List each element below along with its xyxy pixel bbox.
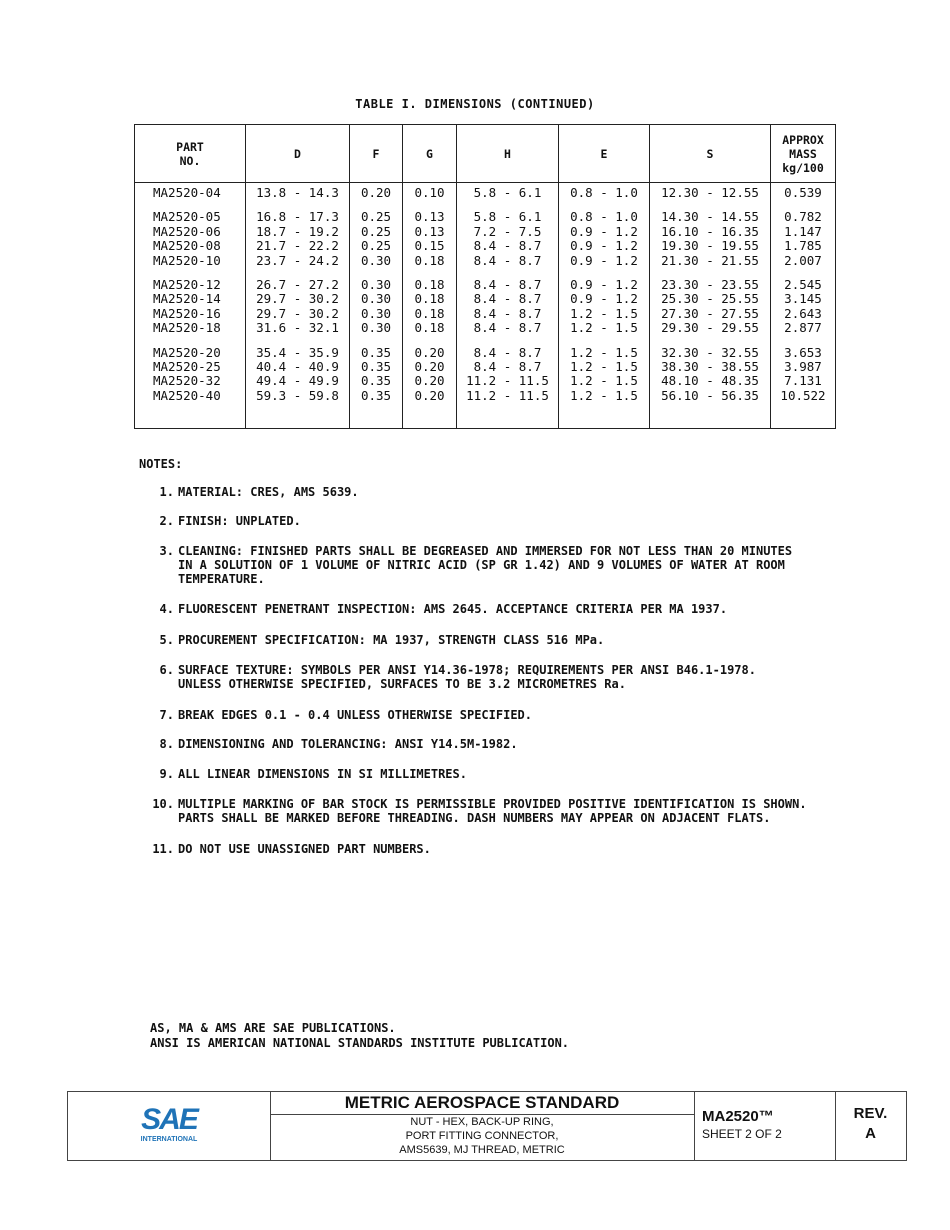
table-cell-f: 0.35 — [360, 387, 392, 403]
note-text — [178, 663, 848, 691]
note-text — [178, 797, 848, 825]
table-cell-mass: 2.877 — [784, 320, 822, 336]
table-cell-e: 0.9 - 1.2 — [570, 238, 638, 254]
table-cell-part: MA2520-08 — [153, 238, 221, 254]
table-cell-g: 0.18 — [414, 276, 445, 292]
header-f: F — [350, 125, 403, 183]
header-s: S — [650, 125, 771, 183]
table-cell-part: MA2520-18 — [153, 320, 221, 336]
table-cell-part: MA2520-12 — [153, 276, 221, 292]
note-text — [178, 633, 848, 647]
table-cell-d: 16.8 - 17.3 — [256, 209, 339, 225]
table-cell-f: 0.30 — [360, 252, 392, 268]
table-cell-g: 0.10 — [414, 185, 445, 200]
table-title: TABLE I. DIMENSIONS (CONTINUED) — [355, 97, 595, 111]
sae-logo-icon — [136, 1101, 202, 1145]
table-cell-e: 1.2 - 1.5 — [570, 305, 638, 321]
note-text — [178, 602, 848, 616]
header-d: D — [246, 125, 350, 183]
table-cell-h: 8.4 - 8.7 — [473, 305, 542, 321]
table-cell-s: 16.10 - 16.35 — [661, 223, 759, 239]
table-cell-d: 31.6 - 32.1 — [256, 320, 339, 336]
table-cell-h: 11.2 - 11.5 — [466, 387, 549, 403]
table-cell-part: MA2520-16 — [153, 305, 221, 321]
note-line: PARTS SHALL BE MARKED BEFORE THREADING. DASH NUMBERS MAY APPEAR ON ADJACENT FLATS. — [178, 811, 771, 825]
table-cell-d: 29.7 - 30.2 — [256, 305, 339, 321]
sheet-number: SHEET 2 OF 2 — [702, 1127, 782, 1141]
table-cell-g: 0.18 — [414, 305, 445, 321]
table-cell-g: 0.13 — [414, 223, 445, 239]
note-number: 7. — [159, 708, 174, 722]
note-line: TEMPERATURE. — [178, 572, 265, 586]
logo-cell — [68, 1092, 271, 1160]
note-line: SURFACE TEXTURE: SYMBOLS PER ANSI Y14.36-1978; REQUIREMENTS PER ANSI B46.1-1978. — [178, 663, 756, 677]
table-cell-s: 48.10 - 48.35 — [661, 373, 759, 389]
subtitle-line-3: AMS5639, MJ THREAD, METRIC — [399, 1144, 565, 1156]
table-cell-s: 21.30 - 21.55 — [661, 252, 759, 268]
notes-heading: NOTES: — [139, 457, 183, 471]
table-cell-h: 8.4 - 8.7 — [473, 320, 542, 336]
table-cell-s: 23.30 - 23.55 — [661, 276, 759, 292]
title-cell — [270, 1092, 695, 1160]
note-line: DIMENSIONING AND TOLERANCING: ANSI Y14.5M-1982. — [178, 737, 518, 751]
revision-value: A — [865, 1125, 876, 1142]
column-mass — [771, 183, 836, 429]
table-cell-mass: 2.643 — [784, 305, 822, 321]
table-cell-mass: 2.007 — [784, 252, 822, 268]
table-cell-e: 1.2 - 1.5 — [570, 387, 638, 403]
table-cell-d: 26.7 - 27.2 — [256, 276, 339, 292]
table-cell-g: 0.20 — [414, 344, 445, 360]
table-cell-e: 1.2 - 1.5 — [570, 320, 638, 336]
logo-text: SAE — [141, 1103, 197, 1136]
note-number: 2. — [159, 514, 174, 528]
table-cell-h: 8.4 - 8.7 — [473, 344, 542, 360]
table-cell-g: 0.15 — [414, 238, 445, 254]
table-cell-e: 1.2 - 1.5 — [570, 344, 638, 360]
header-mass-line2: MASS — [789, 146, 817, 161]
table-cell-e: 0.9 - 1.2 — [570, 291, 638, 307]
table-cell-f: 0.35 — [360, 358, 392, 374]
table-cell-s: 32.30 - 32.55 — [661, 344, 759, 360]
table-cell-d: 29.7 - 30.2 — [256, 291, 339, 307]
table-cell-h: 7.2 - 7.5 — [473, 223, 542, 239]
header-g: G — [403, 125, 457, 183]
note-number: 8. — [159, 737, 174, 751]
table-cell-d: 21.7 - 22.2 — [256, 238, 339, 254]
header-part-no-line2: NO. — [179, 153, 201, 168]
table-cell-f: 0.20 — [360, 185, 392, 200]
table-cell-part: MA2520-10 — [153, 252, 221, 268]
column-s — [650, 183, 771, 429]
publications-line-1: AS, MA & AMS ARE SAE PUBLICATIONS. — [150, 1021, 396, 1035]
subtitle-line-2: PORT FITTING CONNECTOR, — [405, 1130, 559, 1142]
table-cell-f: 0.30 — [360, 320, 392, 336]
table-cell-s: 12.30 - 12.55 — [661, 185, 759, 200]
column-e — [559, 183, 650, 429]
column-h — [457, 183, 559, 429]
note-line: MATERIAL: CRES, AMS 5639. — [178, 485, 359, 499]
table-cell-s: 56.10 - 56.35 — [661, 387, 759, 403]
table-cell-mass: 3.653 — [784, 344, 822, 360]
column-f — [350, 183, 403, 429]
note-line: BREAK EDGES 0.1 - 0.4 UNLESS OTHERWISE SPECIFIED. — [178, 708, 533, 722]
table-cell-mass: 10.522 — [780, 387, 826, 403]
table-cell-h: 11.2 - 11.5 — [466, 373, 549, 389]
table-cell-h: 8.4 - 8.7 — [473, 238, 542, 254]
table-cell-f: 0.35 — [360, 344, 392, 360]
note-line: IN A SOLUTION OF 1 VOLUME OF NITRIC ACID (SP GR 1.42) AND 9 VOLUMES OF WATER AT ROOM — [178, 558, 785, 572]
table-cell-part: MA2520-32 — [153, 373, 221, 389]
note-line: CLEANING: FINISHED PARTS SHALL BE DEGREASED AND IMMERSED FOR NOT LESS THAN 20 MINUTES — [178, 544, 793, 558]
table-cell-mass: 7.131 — [784, 373, 822, 389]
subtitle-line-1: NUT - HEX, BACK-UP RING, — [410, 1116, 554, 1128]
title-block — [67, 1091, 907, 1161]
table-body-row — [135, 183, 836, 429]
table-cell-h: 8.4 - 8.7 — [473, 358, 542, 374]
table-cell-mass: 1.147 — [784, 223, 822, 239]
revision-cell — [835, 1092, 906, 1160]
table-cell-g: 0.18 — [414, 320, 445, 336]
dimensions-table — [134, 124, 836, 429]
table-cell-e: 0.8 - 1.0 — [570, 185, 638, 200]
header-mass-line1: APPROX — [782, 132, 824, 147]
table-cell-s: 19.30 - 19.55 — [661, 238, 759, 254]
table-cell-s: 14.30 - 14.55 — [661, 209, 759, 225]
table-cell-s: 38.30 - 38.55 — [661, 358, 759, 374]
column-d — [246, 183, 350, 429]
table-cell-e: 0.9 - 1.2 — [570, 252, 638, 268]
note-number: 1. — [159, 485, 174, 499]
note-text — [178, 767, 848, 781]
table-cell-s: 29.30 - 29.55 — [661, 320, 759, 336]
note-number: 5. — [159, 633, 174, 647]
note-text — [178, 544, 848, 586]
table-cell-mass: 0.782 — [784, 209, 822, 225]
table-cell-h: 8.4 - 8.7 — [473, 291, 542, 307]
note-text — [178, 485, 848, 499]
note-line: MULTIPLE MARKING OF BAR STOCK IS PERMISSIBLE PROVIDED POSITIVE IDENTIFICATION IS SHOWN. — [178, 797, 807, 811]
table-cell-f: 0.25 — [360, 238, 392, 254]
table-cell-f: 0.30 — [360, 291, 392, 307]
table-cell-part: MA2520-40 — [153, 387, 221, 403]
note-number: 9. — [159, 767, 174, 781]
table-cell-mass: 0.539 — [784, 185, 822, 200]
table-cell-h: 8.4 - 8.7 — [473, 276, 542, 292]
table-cell-s: 27.30 - 27.55 — [661, 305, 759, 321]
table-cell-part: MA2520-20 — [153, 344, 221, 360]
table-cell-g: 0.18 — [414, 291, 445, 307]
table-cell-g: 0.20 — [414, 373, 445, 389]
table-cell-h: 5.8 - 6.1 — [473, 209, 542, 225]
column-g — [403, 183, 457, 429]
header-e: E — [559, 125, 650, 183]
table-cell-g: 0.18 — [414, 252, 445, 268]
note-number: 4. — [159, 602, 174, 616]
publications-line-2: ANSI IS AMERICAN NATIONAL STANDARDS INSTITUTE PUBLICATION. — [150, 1036, 570, 1050]
document-number-cell — [694, 1092, 836, 1160]
document-number: MA2520™ — [702, 1108, 774, 1125]
table-cell-e: 1.2 - 1.5 — [570, 373, 638, 389]
table-cell-mass: 1.785 — [784, 238, 822, 254]
table-cell-part: MA2520-14 — [153, 291, 221, 307]
note-number: 10. — [152, 797, 174, 811]
table-cell-d: 40.4 - 40.9 — [256, 358, 339, 374]
table-cell-mass: 2.545 — [784, 276, 822, 292]
header-mass — [771, 125, 836, 183]
note-number: 11. — [152, 842, 174, 856]
table-cell-part: MA2520-06 — [153, 223, 221, 239]
table-cell-g: 0.13 — [414, 209, 445, 225]
table-cell-d: 49.4 - 49.9 — [256, 373, 339, 389]
standard-title: METRIC AEROSPACE STANDARD — [270, 1092, 694, 1115]
table-cell-f: 0.30 — [360, 305, 392, 321]
table-cell-f: 0.35 — [360, 373, 392, 389]
table-cell-e: 0.9 - 1.2 — [570, 276, 638, 292]
table-cell-e: 1.2 - 1.5 — [570, 358, 638, 374]
table-cell-d: 18.7 - 19.2 — [256, 223, 339, 239]
table-cell-s: 25.30 - 25.55 — [661, 291, 759, 307]
note-line: FINISH: UNPLATED. — [178, 514, 301, 528]
table-cell-g: 0.20 — [414, 387, 445, 403]
revision-label: REV. — [853, 1105, 888, 1122]
table-cell-part: MA2520-05 — [153, 209, 221, 225]
header-mass-line3: kg/100 — [782, 160, 824, 175]
note-number: 6. — [159, 663, 174, 677]
note-line: UNLESS OTHERWISE SPECIFIED, SURFACES TO BE 3.2 MICROMETRES Ra. — [178, 677, 626, 691]
table-cell-d: 13.8 - 14.3 — [256, 185, 339, 200]
table-cell-g: 0.20 — [414, 358, 445, 374]
table-cell-part: MA2520-25 — [153, 358, 221, 374]
table-cell-h: 5.8 - 6.1 — [473, 185, 542, 200]
note-line: PROCUREMENT SPECIFICATION: MA 1937, STRENGTH CLASS 516 MPa. — [178, 633, 605, 647]
table-cell-d: 23.7 - 24.2 — [256, 252, 339, 268]
column-part-no — [135, 183, 246, 429]
note-text — [178, 708, 848, 722]
note-line: FLUORESCENT PENETRANT INSPECTION: AMS 2645. ACCEPTANCE CRITERIA PER MA 1937. — [178, 602, 728, 616]
table-cell-f: 0.25 — [360, 223, 392, 239]
table-cell-mass: 3.145 — [784, 291, 822, 307]
table-cell-f: 0.30 — [360, 276, 392, 292]
publications-note — [150, 1021, 569, 1051]
table-cell-e: 0.8 - 1.0 — [570, 209, 638, 225]
note-text — [178, 842, 848, 856]
note-line: DO NOT USE UNASSIGNED PART NUMBERS. — [178, 842, 431, 856]
logo-subtext: INTERNATIONAL — [140, 1136, 198, 1143]
table-cell-e: 0.9 - 1.2 — [570, 223, 638, 239]
table-cell-h: 8.4 - 8.7 — [473, 252, 542, 268]
note-text — [178, 514, 848, 528]
note-text — [178, 737, 848, 751]
table-cell-f: 0.25 — [360, 209, 392, 225]
note-number: 3. — [159, 544, 174, 558]
table-cell-mass: 3.987 — [784, 358, 822, 374]
table-header-row — [135, 125, 836, 183]
header-part-no — [135, 125, 246, 183]
table-cell-d: 59.3 - 59.8 — [256, 387, 339, 403]
table-cell-part: MA2520-04 — [153, 185, 221, 200]
header-h: H — [457, 125, 559, 183]
table-cell-d: 35.4 - 35.9 — [256, 344, 339, 360]
header-part-no-line1: PART — [176, 139, 204, 154]
note-line: ALL LINEAR DIMENSIONS IN SI MILLIMETRES. — [178, 767, 467, 781]
